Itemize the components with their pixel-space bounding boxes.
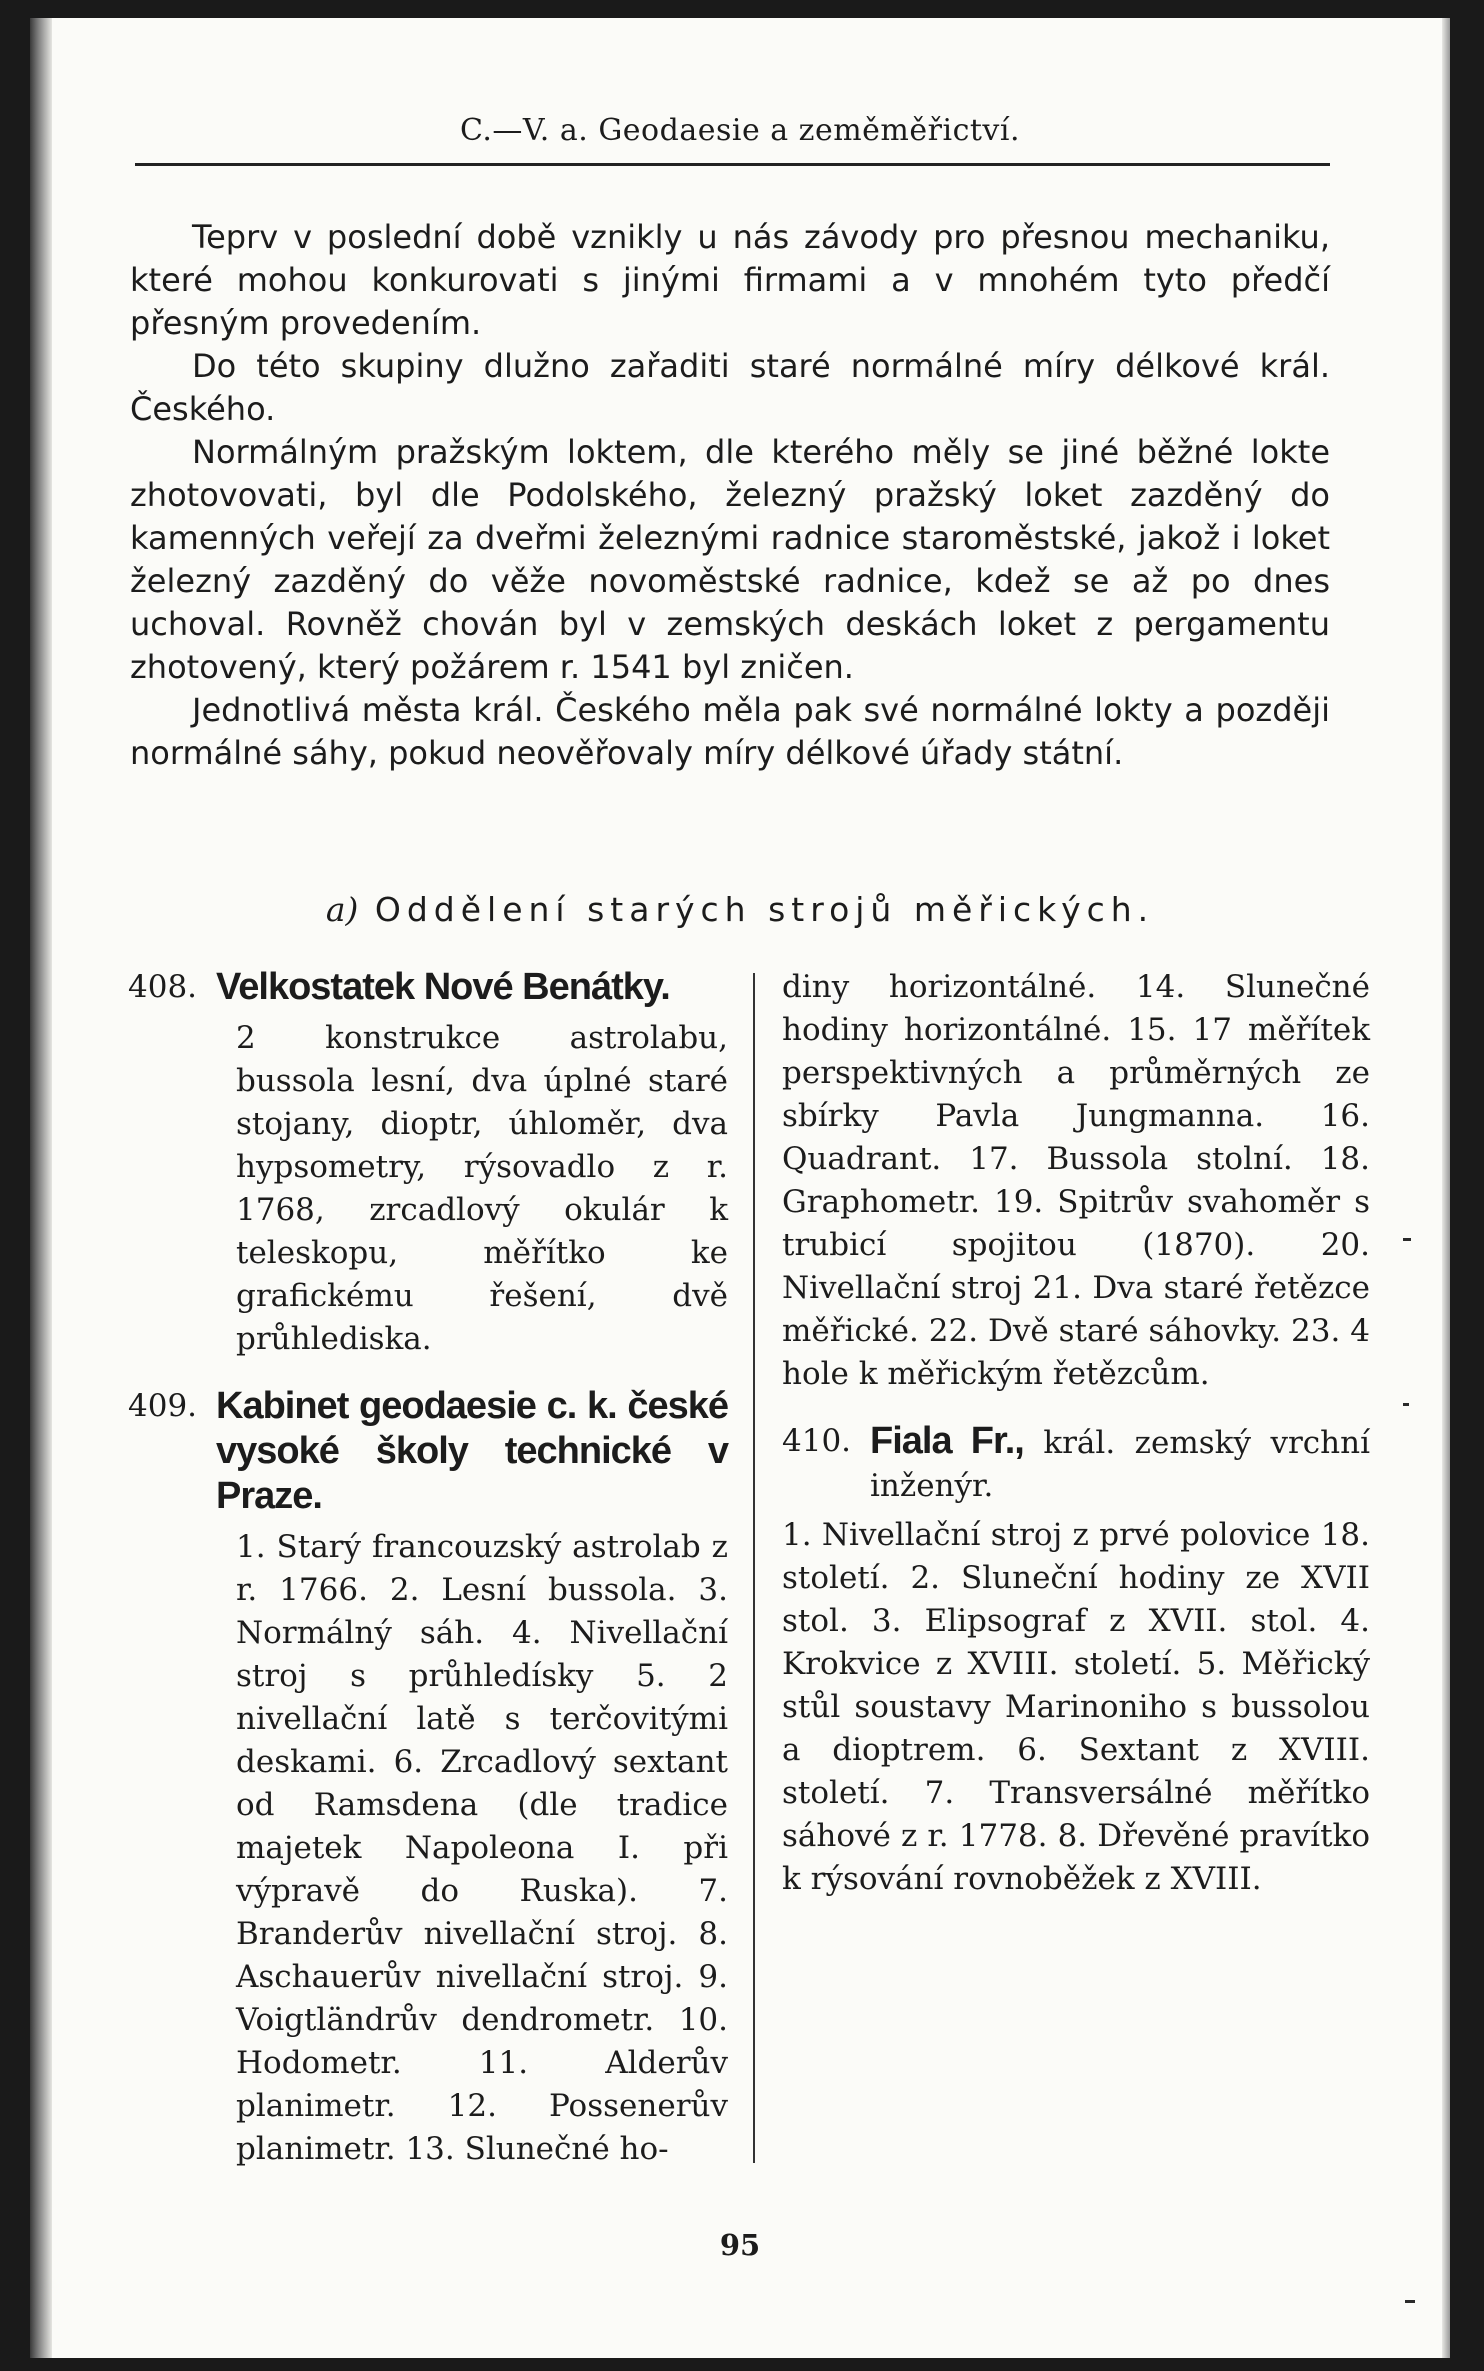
entry-409-text: 1. Starý francouzský astrolab z r. 1766. 2. Lesní bussola. 3. Normálný sáh. 4. Nivellační stroj s průhledísky 5. 2 nivellační latě s terčovitými deskami. 6. Zrcadlový sextant od Ramsdena (dle tradice majetek Napoleona I. při výpravě do Ruska). 7. Branderův nivellační stroj. 8. Aschauerův nivellační stroj. 9. Voigtländrův dendrometr. 10. Hodometr. 11. Alderův planimetr. 12. Possenerův planimetr. 13. Slunečné ho- <box>236 1529 728 2167</box>
entry-number: 410. <box>782 1423 852 1459</box>
intro-paragraph: Do této skupiny dlužno zařaditi staré normálné míry délkové král. Českého. <box>130 347 1330 428</box>
page-number: 95 <box>719 2228 761 2262</box>
section-heading <box>30 890 1450 929</box>
intro-paragraph: Teprv v poslední době vznikly u nás závody pro přesnou mechaniku, které mohou konkurovati s jinými firmami a v mnohém tyto předčí přesným provedením. <box>130 218 1330 342</box>
entry-number: 409. <box>128 1388 198 1424</box>
entry-409-continuation: diny horizontálné. 14. Slunečné hodiny horizontálné. 15. 17 měřítek perspektivných a průměrných ze sbírky Pavla Jungmanna. 16. Quadrant. 17. Bussola stolní. 18. Graphometr. 19. Spitrův svahoměr s trubicí spojitou (1870). 20. Nivellační stroj 21. Dva staré řetězce měřické. 22. Dvě staré sáhovky. 23. 4 hole k měřickým řetězcům. <box>782 969 1370 1392</box>
scan-speck <box>1405 2300 1415 2303</box>
entry-409-heading <box>128 1385 728 1520</box>
scanned-page <box>30 18 1450 2358</box>
header-rule <box>135 163 1330 166</box>
left-column <box>128 966 728 2171</box>
entry-number: 408. <box>128 969 198 1005</box>
entry-subtitle: král. zemský vrchní inženýr. <box>870 1425 1370 1504</box>
scan-speck <box>1403 1238 1411 1241</box>
entry-title: Velkostatek Nové Benátky. <box>216 966 670 1008</box>
page-edge <box>1442 18 1450 2358</box>
binding-shadow <box>30 18 52 2358</box>
entry-408-heading <box>128 966 728 1011</box>
section-letter: a) <box>325 890 359 929</box>
right-column <box>782 966 1370 1901</box>
entry-410-text: 1. Nivellační stroj z prvé polovice 18. století. 2. Sluneční hodiny ze XVII stol. 3. Elipsograf z XVII. stol. 4. Krokvice z XVIII. století. 5. Měřický stůl soustavy Marinoniho s bussolou a dioptrem. 6. Sextant z XVIII. století. 7. Transversálné měřítko sáhové z r. 1778. 8. Dřevěné pravítko k rýsování rovnoběžek z XVIII. <box>782 1517 1370 1897</box>
entry-408-text: 2 konstrukce astrolabu, bussola lesní, dva úplné staré stojany, dioptr, úhloměr, dva hypsometry, rýsovadlo z r. 1768, zrcadlový okulár k teleskopu, měřítko ke grafickému řešení, dvě průhlediska. <box>236 1020 728 1357</box>
section-title-text: Oddělení starých strojů měřických. <box>374 890 1155 929</box>
entry-title: Fiala Fr., <box>870 1420 1024 1462</box>
column-divider <box>753 973 755 2163</box>
running-head: C.—V. a. Geodaesie a zeměměřictví. <box>459 113 1021 148</box>
scan-speck <box>1403 1403 1409 1406</box>
entry-410-heading <box>782 1420 1370 1508</box>
intro-paragraph: Jednotlivá města král. Českého měla pak své normálné lokty a později normálné sáhy, pokud neověřovaly míry délkové úřady státní. <box>130 691 1330 772</box>
intro-paragraph: Normálným pražským loktem, dle kterého měly se jiné běžné lokte zhotovovati, byl dle Podolského, železný pražský loket zazděný do kamenných veřejí za dveřmi železnými radnice staroměstské, jakož i loket železný zazděný do věže novoměstské radnice, kdež se až po dnes uchoval. Rovněž chován byl v zemských deskách loket z pergamentu zhotovený, který požárem r. 1541 byl zničen. <box>130 433 1330 686</box>
intro-text <box>130 216 1330 775</box>
entry-title: Kabinet geodaesie c. k. české vysoké školy technické v Praze. <box>216 1385 728 1517</box>
